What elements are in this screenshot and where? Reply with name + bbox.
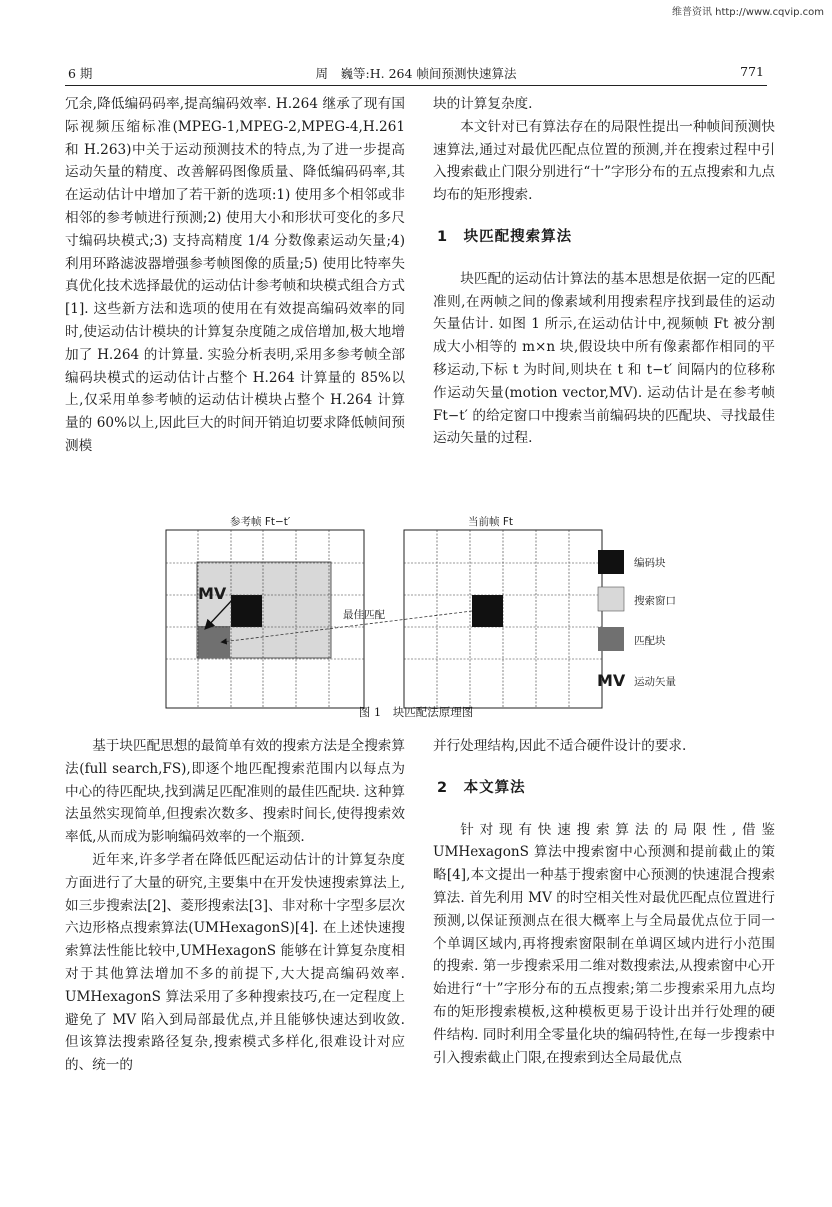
- matched-block: [198, 626, 230, 658]
- paragraph: 近年来,许多学者在降低匹配运动估计的计算复杂度方面进行了大量的研究,主要集中在开发快速搜索算法上,如三步搜索法[2]、菱形搜索法[3]、非对称十字型多层次六边形格点搜索算法(UMHexagonS)[4]. 在上述快速搜索算法性能比较中,UMHexagonS 能够在计算复杂度相对于其他算法增加不多的前提下,大大提高编码效率. UMHexagonS 算法采用了多种搜索技巧,在一定程度上避免了 MV 陷入到局部最优点,并且能够快速达到收敛. 但该算法搜索路径复杂,搜索模式多样化,很难设计对应的、统一的: [65, 851, 405, 1074]
- header-title: 周 巍等:H. 264 帧间预测快速算法: [315, 66, 517, 81]
- legend-mv-label: 运动矢量: [634, 676, 676, 688]
- header-page: 771: [740, 64, 764, 79]
- legend-swatch-window: [598, 587, 624, 611]
- paragraph: 块匹配的运动估计算法的基本思想是依据一定的匹配准则,在两帧之间的像素域利用搜索程序找到最佳的运动矢量估计. 如图 1 所示,在运动估计中,视频帧 Ft 被分割成大小相等的 m×n 块,假设块中所有像素都作相同的平移运动,下标 t 为时间,则块在 t 和 t−t′ 间隔内的位移称作运动矢量(motion vector,MV). 运动估计是在参考帧 Ft−t′ 的给定窗口中搜索当前编码块的匹配块、寻找最佳运动矢量的过程.: [433, 270, 775, 447]
- figure-caption: 图 1 块匹配法原理图: [358, 705, 474, 719]
- paragraph: 针对现有快速搜索算法的局限性,借鉴 UMHexagonS 算法中搜索窗中心预测和提前截止的策略[4],本文提出一种基于搜索窗中心预测的快速混合搜索算法. 首先利用 MV 的时空相关性对最优匹配点位置进行预测,以保证预测点在很大概率上与全局最优点位于同一个单调区域内,再将搜索窗限制在单调区域内进行小范围的搜索. 第一步搜索采用二维对数搜索法,从搜索窗中心开始进行“十”字形分布的五点搜索;第二步搜索采用九点均布的矩形搜索模板,这种模板更易于设计出并行处理的硬件结构. 同时利用全零量化块的编码特性,在每一步搜索中引入搜索截止门限,在搜索到达全局最优点: [433, 821, 775, 1066]
- reference-frame-label: 参考帧 Ft−t′: [230, 516, 291, 528]
- current-frame-grid: [404, 530, 602, 708]
- header-issue: 6 期: [68, 66, 93, 81]
- left-column-bottom: [65, 735, 405, 1077]
- legend-label-coding: 编码块: [634, 557, 666, 569]
- coding-block-cur: [472, 595, 503, 627]
- legend-mv-symbol: MV: [597, 671, 626, 690]
- right-column-top: [433, 93, 775, 450]
- legend-label-window: 搜索窗口: [634, 595, 676, 607]
- legend-swatch-match: [598, 627, 624, 651]
- current-frame-label: 当前帧 Ft: [468, 516, 513, 528]
- section-heading-2: 2 本文算法: [437, 779, 526, 796]
- legend-swatch-coding: [598, 550, 624, 574]
- paragraph: 冗余,降低编码码率,提高编码效率. H.264 继承了现有国际视频压缩标准(MPEG-1,MPEG-2,MPEG-4,H.261 和 H.263)中关于运动预测技术的特点,为了进一步提高运动矢量的精度、改善解码图像质量、降低编码码率,其在运动估计中增加了若干新的选项:1) 使用多个相邻或非相邻的参考帧进行预测;2) 使用大小和形状可变化的多尺寸编码块模式;3) 支持高精度 1/4 分数像素运动矢量;4) 利用环路滤波器增强参考帧图像的质量;5) 使用比特率失真优化技术选择最优的运动估计参考帧和块模式组合方式[1]. 这些新方法和选项的使用在有效提高编码效率的同时,使运动估计模块的计算复杂度随之成倍增加,极大地增加了 H.264 的计算量. 实验分析表明,采用多参考帧全部编码块模式的运动估计占整个 H.264 计算量的 85%以上,仅采用单参考帧的运动估计模块占整个 H.264 计算量的 60%以上,因此巨大的时间开销迫切要求降低帧间预测模: [65, 96, 405, 454]
- right-column-bottom: [433, 735, 775, 1069]
- block-matching-diagram: [150, 510, 710, 725]
- header-rule: [65, 85, 767, 86]
- paragraph: 块的计算复杂度.: [433, 96, 533, 112]
- left-column-top: [65, 93, 405, 458]
- best-match-label: 最佳匹配: [343, 609, 385, 621]
- paragraph: 基于块匹配思想的最简单有效的搜索方法是全搜索算法(full search,FS),即逐个地匹配搜索范围内以每点为中心的待匹配块,找到满足匹配准则的最佳匹配块. 这种算法虽然实现简单,但搜索次数多、搜索时间长,使得搜索效率低,从而成为影响编码效率的一个瓶颈.: [65, 738, 405, 846]
- watermark: 维普资讯 http://www.cqvip.com: [671, 7, 824, 18]
- coding-block-ref: [231, 595, 262, 627]
- mv-label: MV: [198, 584, 227, 603]
- paragraph: 并行处理结构,因此不适合硬件设计的要求.: [433, 738, 687, 754]
- legend-label-match: 匹配块: [634, 635, 666, 647]
- figure-1: [150, 510, 710, 725]
- reference-frame-grid: [166, 530, 364, 708]
- paragraph: 本文针对已有算法存在的局限性提出一种帧间预测快速算法,通过对最优匹配点位置的预测,并在搜索过程中引入搜索截止门限分别进行“十”字形分布的五点搜索和九点均布的矩形搜索.: [433, 118, 775, 204]
- section-heading-1: 1 块匹配搜索算法: [437, 228, 573, 245]
